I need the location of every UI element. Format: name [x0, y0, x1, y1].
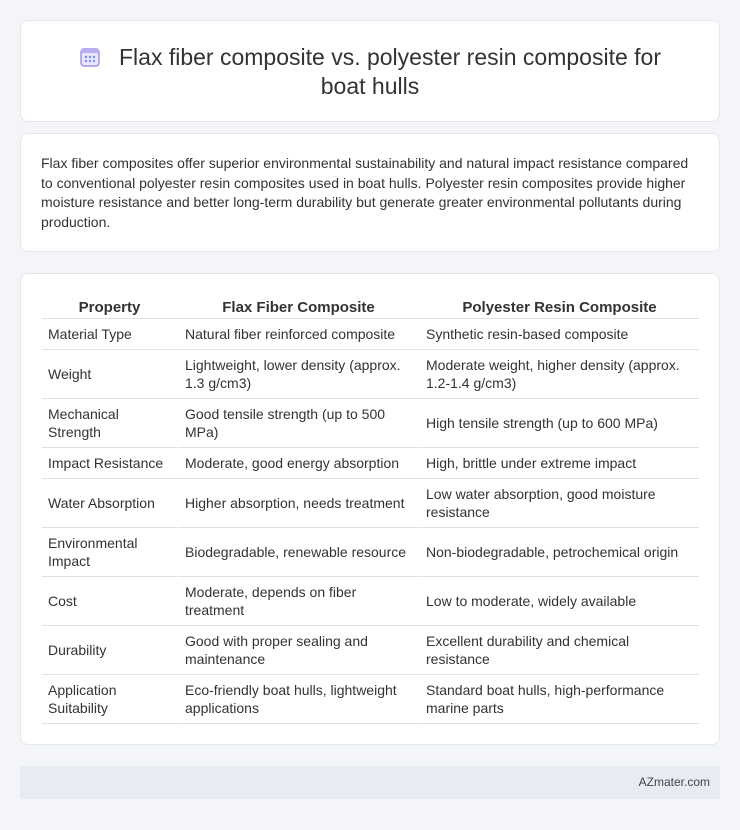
table-header-row — [42, 296, 699, 319]
table-row — [42, 479, 699, 528]
calendar-icon — [79, 46, 101, 68]
cell-property: Durability — [42, 626, 177, 675]
title-card — [20, 20, 720, 122]
header-property: Property — [42, 296, 177, 319]
comparison-table — [42, 296, 699, 724]
page-title-container — [21, 43, 719, 101]
table-row — [42, 448, 699, 479]
footer-brand: AZmater.com — [638, 775, 710, 789]
table-row — [42, 399, 699, 448]
cell-polyester: Standard boat hulls, high-performance marine parts — [418, 675, 699, 724]
cell-polyester: Moderate weight, higher density (approx. 1.2-1.4 g/cm3) — [418, 350, 699, 399]
comparison-card — [20, 273, 720, 745]
cell-flax: Eco-friendly boat hulls, lightweight applications — [177, 675, 418, 724]
cell-polyester: Non-biodegradable, petrochemical origin — [418, 528, 699, 577]
cell-flax: Higher absorption, needs treatment — [177, 479, 418, 528]
cell-flax: Good tensile strength (up to 500 MPa) — [177, 399, 418, 448]
table-row — [42, 577, 699, 626]
cell-flax: Moderate, depends on fiber treatment — [177, 577, 418, 626]
cell-property: Environmental Impact — [42, 528, 177, 577]
cell-polyester: Synthetic resin-based composite — [418, 319, 699, 350]
cell-flax: Good with proper sealing and maintenance — [177, 626, 418, 675]
cell-flax: Biodegradable, renewable resource — [177, 528, 418, 577]
cell-flax: Natural fiber reinforced composite — [177, 319, 418, 350]
cell-polyester: High, brittle under extreme impact — [418, 448, 699, 479]
cell-property: Weight — [42, 350, 177, 399]
cell-polyester: High tensile strength (up to 600 MPa) — [418, 399, 699, 448]
cell-flax: Moderate, good energy absorption — [177, 448, 418, 479]
table-row — [42, 528, 699, 577]
cell-property: Impact Resistance — [42, 448, 177, 479]
cell-property: Water Absorption — [42, 479, 177, 528]
cell-property: Cost — [42, 577, 177, 626]
footer-bar — [20, 766, 720, 799]
cell-polyester: Excellent durability and chemical resistance — [418, 626, 699, 675]
cell-property: Mechanical Strength — [42, 399, 177, 448]
cell-polyester: Low to moderate, widely available — [418, 577, 699, 626]
summary-text: Flax fiber composites offer superior environmental sustainability and natural impact resistance compared to conventional polyester resin composites used in boat hulls. Polyester resin composites provide higher moisture resistance and better long-term durability but generate greater environmental pollutants during production. — [41, 155, 689, 230]
table-row — [42, 675, 699, 724]
header-flax: Flax Fiber Composite — [177, 296, 418, 319]
cell-property: Application Suitability — [42, 675, 177, 724]
cell-property: Material Type — [42, 319, 177, 350]
cell-polyester: Low water absorption, good moisture resistance — [418, 479, 699, 528]
cell-flax: Lightweight, lower density (approx. 1.3 g/cm3) — [177, 350, 418, 399]
summary-card — [20, 133, 720, 252]
header-polyester: Polyester Resin Composite — [418, 296, 699, 319]
table-row — [42, 626, 699, 675]
table-row — [42, 319, 699, 350]
table-row — [42, 350, 699, 399]
page-title: Flax fiber composite vs. polyester resin composite for boat hulls — [119, 44, 661, 99]
